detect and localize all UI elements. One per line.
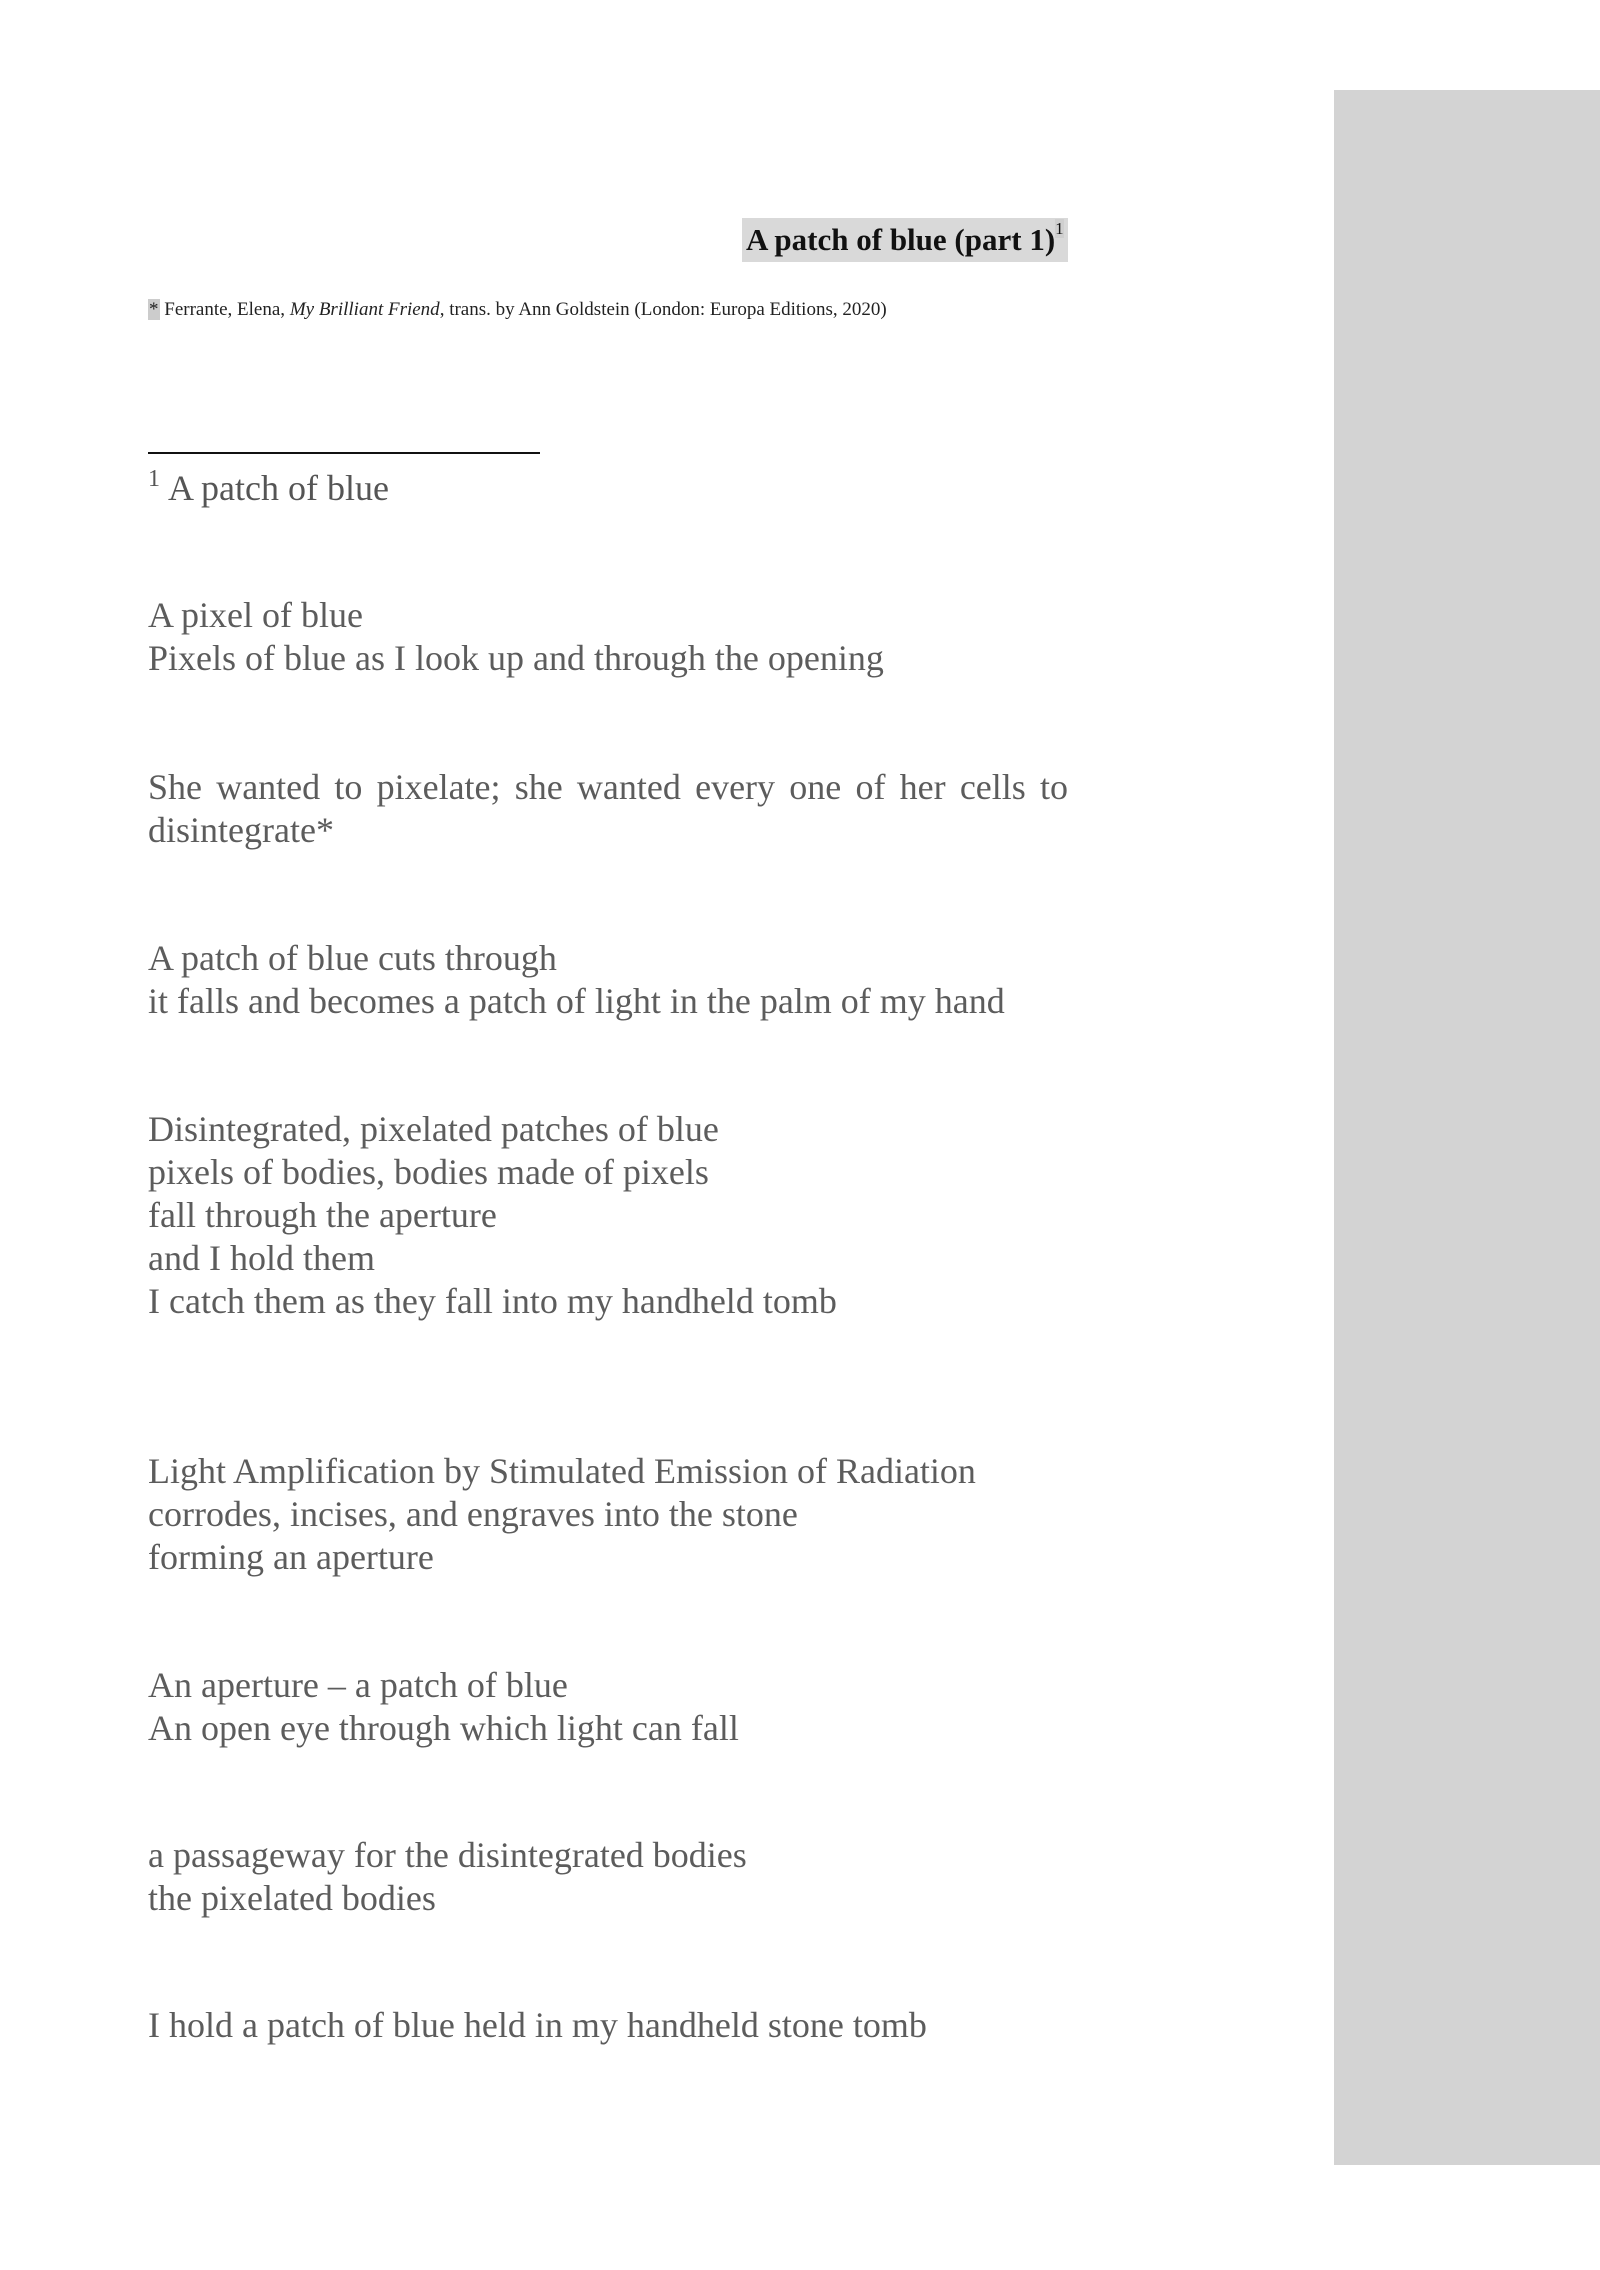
- citation-details: , trans. by Ann Goldstein (London: Europa Editions, 2020): [439, 299, 887, 320]
- footnote: [148, 464, 389, 512]
- poem-line: a passageway for the disintegrated bodies: [148, 1835, 747, 1875]
- poem-line: Light Amplification by Stimulated Emission of Radiation: [148, 1451, 976, 1491]
- stanza-7: [148, 1834, 1068, 1920]
- stanza-3: [148, 937, 1068, 1023]
- footnote-separator: [148, 452, 540, 454]
- poem-line: I catch them as they fall into my handheld tomb: [148, 1281, 837, 1321]
- poem-line: An open eye through which light can fall: [148, 1708, 739, 1748]
- poem-line: A pixel of blue: [148, 595, 363, 635]
- footnote-number: 1: [148, 466, 160, 492]
- footnote-text: A patch of blue: [168, 468, 389, 508]
- page-title: [742, 218, 1068, 262]
- stanza-2: [148, 766, 1068, 852]
- stanza-6: [148, 1664, 1068, 1750]
- poem-line: forming an aperture: [148, 1537, 434, 1577]
- citation-note: [148, 297, 887, 323]
- stanza-5: [148, 1450, 1068, 1579]
- poem-line: A patch of blue cuts through: [148, 938, 557, 978]
- gray-side-panel: [1334, 90, 1600, 2165]
- citation-marker: *: [149, 299, 159, 320]
- poem-line: Disintegrated, pixelated patches of blue: [148, 1109, 719, 1149]
- poem-line: corrodes, incises, and engraves into the stone: [148, 1494, 798, 1534]
- title-footnote-ref: 1: [1055, 219, 1064, 238]
- poem-line: it falls and becomes a patch of light in the palm of my hand: [148, 981, 1005, 1021]
- poem-line: disintegrate*: [148, 810, 334, 850]
- poem-line: and I hold them: [148, 1238, 375, 1278]
- poem-line: Pixels of blue as I look up and through the opening: [148, 638, 884, 678]
- poem-line: the pixelated bodies: [148, 1878, 436, 1918]
- stanza-1: [148, 594, 1068, 680]
- title-text: A patch of blue (part 1): [746, 222, 1056, 257]
- citation-author: Ferrante, Elena,: [164, 299, 286, 320]
- stanza-8: [148, 2004, 1068, 2047]
- poem-line: pixels of bodies, bodies made of pixels: [148, 1152, 709, 1192]
- poem-line: I hold a patch of blue held in my handheld stone tomb: [148, 2005, 927, 2045]
- poem-line: She wanted to pixelate; she wanted every one of her cells to: [148, 767, 1068, 807]
- stanza-4: [148, 1108, 1068, 1323]
- poem-line: fall through the aperture: [148, 1195, 497, 1235]
- poem-line: An aperture – a patch of blue: [148, 1665, 568, 1705]
- citation-work-title: My Brilliant Friend: [289, 299, 440, 320]
